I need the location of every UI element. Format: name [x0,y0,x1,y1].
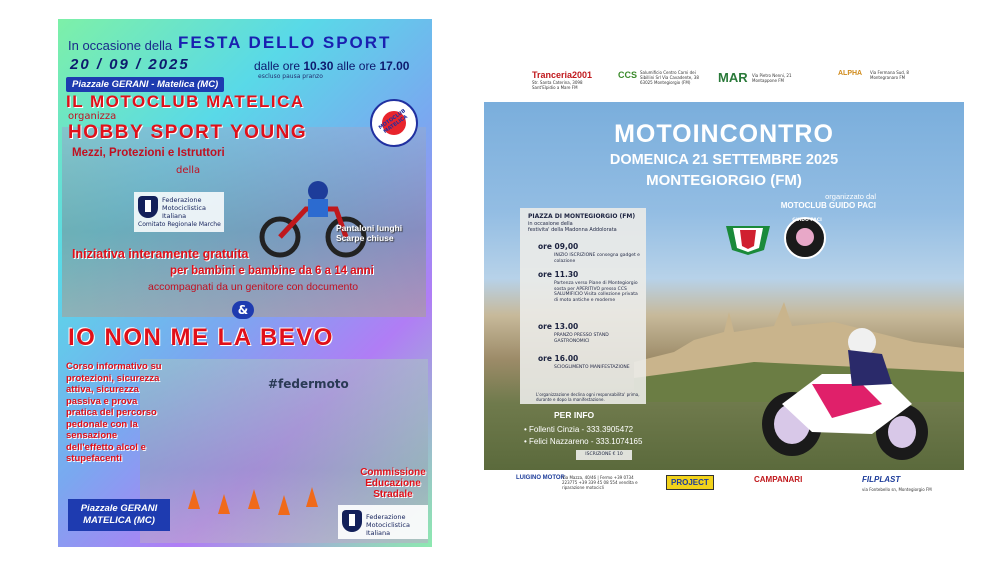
sponsor-alpha: ALPHA Via Fermana Sud, 8 Montegranaro FM [838,70,909,80]
gratuita-text: Iniziativa interamente gratuita [72,247,249,261]
program-time: ore 13.00 [538,322,579,331]
sponsor-project: PROJECT [666,475,714,490]
festa-title: FESTA DELLO SPORT [178,33,392,52]
racing-motorcycle-icon [752,314,932,464]
motoclub-matelica-logo: MOTOCLUB MATELICA [370,99,418,147]
program-desc: SCIOGLIMENTO MANIFESTAZIONE [554,365,630,370]
motoincontro-poster [484,102,964,470]
fmi-shield-icon [724,222,772,256]
fmi-name: Federazione Motociclistica Italiana [366,513,410,537]
location-box: Piazzale GERANI MATELICA (MC) [68,499,170,531]
organizer: organizzato dal MOTOCLUB GUIDO PACI [780,192,876,210]
sponsor-tranceria: Tranceria2001 Str. Santa Caterina, 3098 Sant'Elpidio a Mare FM [532,70,593,90]
sponsor-ccs: CCS Salumificio Centro Carni dei Sibillini Srl Via Cavadente, 38 63025 Montegiorgio (FM) [618,70,699,85]
guido-paci-logo: GUIDO PACI [784,217,826,259]
motoincontro-place: MONTEGIORGIO (FM) [646,172,802,189]
mezzi-text: Mezzi, Protezioni e Istruttori [72,147,225,159]
sponsor-strip-top [520,70,920,100]
fmi-logo [134,192,224,232]
program-disclaimer: L'organizzazione declina ogni responsabilita' prima, durante e dopo la manifestazione. [536,392,640,402]
bambini-text: per bambini e bambine da 6 a 14 anni [170,265,374,277]
ampersand-badge: & [232,301,254,319]
program-desc: INIZIO ISCRIZIONE consegna gadget e colazione [554,253,640,264]
contact-line: • Follenti Cinzia - 333.3905472 [524,425,634,434]
motoincontro-title: MOTOINCONTRO [614,120,834,148]
program-subheading: in occasione della festivita' della Madonna Addolorata [528,221,617,233]
sponsor-mar: MAR Via Pietro Nenni, 21 Montappone FM [718,70,792,85]
sponsor-luigino: LUIGINO MOTOR Via Mazza, 40/46 | Fermo +39 0734 223775 +39 339 45 08 554 vendita e riparazione motocicli [516,475,638,490]
traffic-cones-icon [178,449,328,519]
pantaloni-note: Pantaloni lunghi Scarpe chiuse [336,223,403,243]
program-desc: Partenza verso Piane di Montegiorgio sosta per APERITIVO presso CCS SALUMIFICIO Visita collezione privata di moto antiche e moderne [554,281,638,303]
festa-intro-text: In occasione della [68,38,173,53]
federmoto-hashtag: #federmoto [268,377,349,391]
corso-description: Corso informativo su protezioni, sicurezza attiva, sicurezza passiva e prova pratica del percorso pedonale con la sensazione dell'effetto alcol e stupefacenti [66,361,162,464]
motoclub-title: IL MOTOCLUB MATELICA [66,92,305,111]
festa-sport-poster [58,19,432,547]
pausa-note: escluso pausa pranzo [258,73,323,80]
fmi-name: Federazione Motociclistica Italiana [162,196,206,220]
event-time: dalle ore 10.30 alle ore 17.00 [254,59,410,73]
sponsor-filplast: FILPLAST via Fontebello sn, Montegiorgio FM [862,475,932,492]
accompagnati-text: accompagnati da un genitore con documento [148,281,359,293]
sponsor-campanari: CAMPANARI [754,475,803,484]
program-time: ore 11.30 [538,270,579,279]
della-text: della [176,165,201,176]
fmi-emblem-icon [342,510,362,532]
organizza-text: organizza [68,111,117,122]
fmi-region: Comitato Regionale Marche [138,221,221,228]
location-badge: Piazzale GERANI - Matelica (MC) [66,77,224,92]
hobby-sport-title: HOBBY SPORT YOUNG [68,122,308,143]
program-heading: PIAZZA DI MONTEGIORGIO (FM) [528,213,636,220]
iscrizione-fee: ISCRIZIONE € 10 [576,450,632,460]
program-time: ore 16.00 [538,354,579,363]
fmi-emblem-icon [138,196,158,218]
program-panel [520,208,646,404]
info-title: PER INFO [554,410,595,420]
program-desc: PRANZO PRESSO STAND GASTRONOMICI [554,333,609,344]
sponsor-strip-bottom [510,475,940,505]
motoincontro-date: DOMENICA 21 SETTEMBRE 2025 [609,152,839,168]
bevo-title: IO NON ME LA BEVO [68,324,334,351]
fmi-logo-bottom [338,505,428,539]
event-date: 20 / 09 / 2025 [70,56,190,73]
motocross-bike-icon [258,169,368,259]
program-time: ore 09,00 [538,242,579,251]
commissione-text: Commissione Educazione Stradale [360,467,426,500]
contact-line: • Felici Nazzareno - 333.1074165 [524,437,643,446]
